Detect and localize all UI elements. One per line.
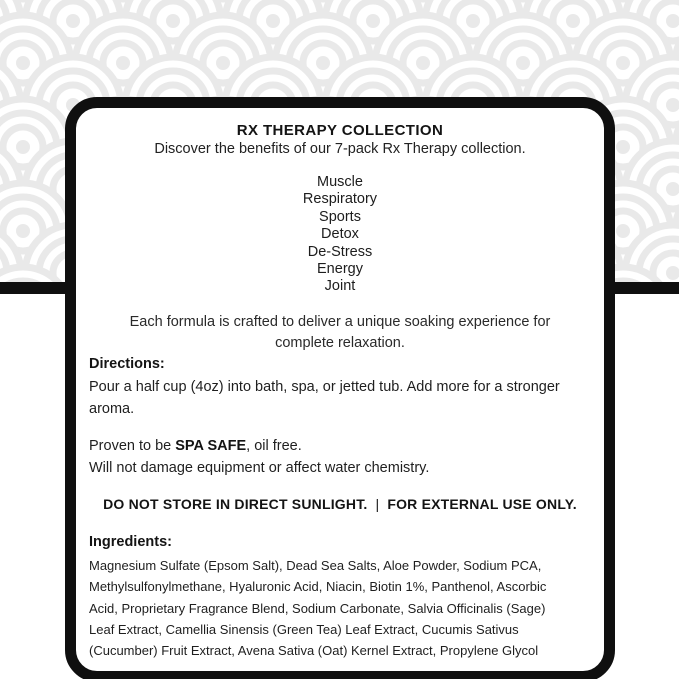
list-item: Detox bbox=[321, 226, 359, 243]
spa-safe-block bbox=[89, 436, 591, 479]
list-item: Muscle bbox=[317, 174, 363, 190]
info-card bbox=[65, 97, 615, 679]
directions-heading: Directions: bbox=[89, 356, 165, 372]
ingredients-text: Magnesium Sulfate (Epsom Salt), Dead Sea Salts, Aloe Powder, Sodium PCA, Methylsulfonylmethane, Hyaluronic Acid, Niacin, Biotin 1%, Panthenol, Ascorbic Acid, Proprietary Fragrance Blend, Sodium Carbonate, Salvia Officinalis (Sage) Leaf Extract, Camellia Sinensis (Green Tea) Leaf Extract, Cucumis Sativus (Cucumber) Fruit Extract, Avena Sativa (Oat) Kernel Extract, Propylene Glycol bbox=[89, 558, 547, 659]
water-chemistry-line: Will not damage equipment or affect water chemistry. bbox=[89, 459, 430, 476]
spa-safe-highlight: SPA SAFE bbox=[175, 438, 247, 454]
spa-safe-prefix: Proven to be bbox=[89, 438, 176, 454]
card-content bbox=[76, 108, 604, 671]
ingredients-heading: Ingredients: bbox=[89, 534, 172, 550]
directions-text: Pour a half cup (4oz) into bath, spa, or jetted tub. Add more for a stronger aroma. bbox=[89, 379, 560, 417]
warning-separator: | bbox=[375, 496, 380, 512]
storage-warning bbox=[89, 496, 591, 512]
card-subtitle: Discover the benefits of our 7-pack Rx Therapy collection. bbox=[154, 141, 526, 157]
spa-safe-suffix: , oil free. bbox=[246, 438, 302, 454]
list-item: Sports bbox=[319, 208, 361, 225]
card-title: RX THERAPY COLLECTION bbox=[236, 122, 444, 139]
warning-part2: FOR EXTERNAL USE ONLY. bbox=[387, 496, 577, 512]
list-item: De-Stress bbox=[307, 243, 373, 260]
therapy-list bbox=[89, 174, 591, 296]
formula-note-text: Each formula is crafted to deliver a unique soaking experience for complete relaxation. bbox=[129, 314, 551, 351]
list-item: Energy bbox=[317, 261, 363, 278]
warning-part1: DO NOT STORE IN DIRECT SUNLIGHT. bbox=[103, 496, 368, 512]
spa-safe-line bbox=[89, 436, 591, 458]
formula-note bbox=[89, 312, 591, 354]
card-header bbox=[89, 121, 591, 159]
list-item: Respiratory bbox=[302, 191, 378, 208]
list-item: Joint bbox=[324, 278, 356, 295]
